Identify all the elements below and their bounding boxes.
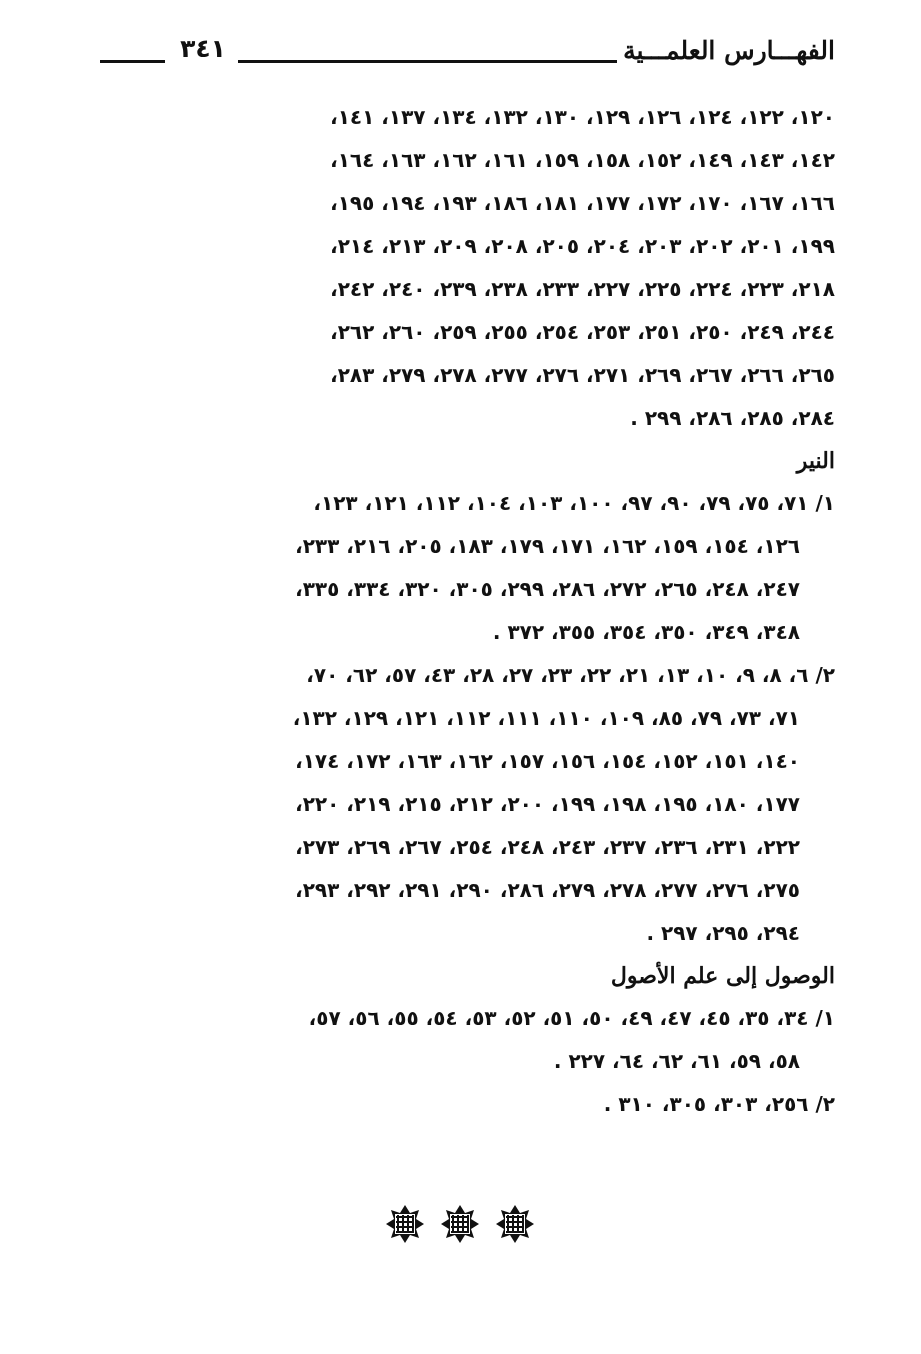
index-line: ١٧٧، ١٨٠، ١٩٥، ١٩٨، ١٩٩، ٢٠٠، ٢١٢، ٢١٥، ٢١٩، ٢٢٠، bbox=[295, 792, 800, 816]
header-title: الفهـــارس العلمـــية bbox=[623, 36, 835, 65]
index-line: ٢/ ٦، ٨، ٩، ١٠، ١٣، ٢١، ٢٢، ٢٣، ٢٧، ٢٨، ٤٣، ٥٧، ٦٢، ٧٠، bbox=[306, 663, 835, 687]
page-number: ٣٤١ bbox=[180, 34, 226, 63]
index-line: ٢٤٤، ٢٤٩، ٢٥٠، ٢٥١، ٢٥٣، ٢٥٤، ٢٥٥، ٢٥٩، ٢٦٠، ٢٦٢، bbox=[330, 320, 835, 344]
index-line: ٢٧٥، ٢٧٦، ٢٧٧، ٢٧٨، ٢٧٩، ٢٨٦، ٢٩٠، ٢٩١، ٢٩٢، ٢٩٣، bbox=[295, 878, 800, 902]
running-header bbox=[100, 30, 835, 80]
index-line: ١٤٠، ١٥١، ١٥٢، ١٥٤، ١٥٦، ١٥٧، ١٦٢، ١٦٣، ١٧٢، ١٧٤، bbox=[295, 749, 800, 773]
index-line: ٢١٨، ٢٢٣، ٢٢٤، ٢٢٥، ٢٢٧، ٢٣٣، ٢٣٨، ٢٣٩، ٢٤٠، ٢٤٢، bbox=[330, 277, 835, 301]
index-line: ١٤٢، ١٤٣، ١٤٩، ١٥٢، ١٥٨، ١٥٩، ١٦١، ١٦٢، ١٦٣، ١٦٤، bbox=[330, 148, 835, 172]
end-ornaments bbox=[385, 1203, 535, 1245]
index-line: ٢/ ٢٥٦، ٣٠٣، ٣٠٥، ٣١٠ . bbox=[603, 1092, 835, 1116]
index-line: ٥٨، ٥٩، ٦١، ٦٢، ٦٤، ٢٢٧ . bbox=[553, 1049, 800, 1073]
header-rule-short bbox=[100, 60, 165, 63]
section-title: النير bbox=[796, 448, 835, 474]
index-line: ١/ ٣٤، ٣٥، ٤٥، ٤٧، ٤٩، ٥٠، ٥١، ٥٢، ٥٣، ٥٤، ٥٥، ٥٦، ٥٧، bbox=[308, 1006, 835, 1030]
index-line: ١٦٦، ١٦٧، ١٧٠، ١٧٢، ١٧٧، ١٨١، ١٨٦، ١٩٣، ١٩٤، ١٩٥، bbox=[330, 191, 835, 215]
index-line: ١٩٩، ٢٠١، ٢٠٢، ٢٠٣، ٢٠٤، ٢٠٥، ٢٠٨، ٢٠٩، ٢١٣، ٢١٤، bbox=[330, 234, 835, 258]
index-line: ٢٢٢، ٢٣١، ٢٣٦، ٢٣٧، ٢٤٣، ٢٤٨، ٢٥٤، ٢٦٧، ٢٦٩، ٢٧٣، bbox=[295, 835, 800, 859]
section-title: الوصول إلى علم الأصول bbox=[610, 963, 835, 989]
index-line: ١/ ٧١، ٧٥، ٧٩، ٩٠، ٩٧، ١٠٠، ١٠٣، ١٠٤، ١١٢، ١٢١، ١٢٣، bbox=[313, 491, 835, 515]
index-line: ٢٤٧، ٢٤٨، ٢٦٥، ٢٧٢، ٢٨٦، ٢٩٩، ٣٠٥، ٣٢٠، ٣٣٤، ٣٣٥، bbox=[295, 577, 800, 601]
header-rule-long bbox=[238, 60, 617, 63]
index-content bbox=[100, 96, 835, 1126]
index-line: ٧١، ٧٣، ٧٩، ٨٥، ١٠٩، ١١٠، ١١١، ١١٢، ١٢١، ١٢٩، ١٣٢، bbox=[292, 706, 800, 730]
rosette-ornament-icon bbox=[440, 1204, 480, 1244]
index-line: ١٢٦، ١٥٤، ١٥٩، ١٦٢، ١٧١، ١٧٩، ١٨٣، ٢٠٥، ٢١٦، ٢٣٣، bbox=[295, 534, 800, 558]
index-line: ٣٤٨، ٣٤٩، ٣٥٠، ٣٥٤، ٣٥٥، ٣٧٢ . bbox=[492, 620, 800, 644]
index-line: ٢٦٥، ٢٦٦، ٢٦٧، ٢٦٩، ٢٧١، ٢٧٦، ٢٧٧، ٢٧٨، ٢٧٩، ٢٨٣، bbox=[330, 363, 835, 387]
index-line: ١٢٠، ١٢٢، ١٢٤، ١٢٦، ١٢٩، ١٣٠، ١٣٢، ١٣٤، ١٣٧، ١٤١، bbox=[330, 105, 835, 129]
index-line: ٢٨٤، ٢٨٥، ٢٨٦، ٢٩٩ . bbox=[630, 406, 835, 430]
rosette-ornament-icon bbox=[495, 1204, 535, 1244]
rosette-ornament-icon bbox=[385, 1204, 425, 1244]
index-line: ٢٩٤، ٢٩٥، ٢٩٧ . bbox=[646, 921, 800, 945]
